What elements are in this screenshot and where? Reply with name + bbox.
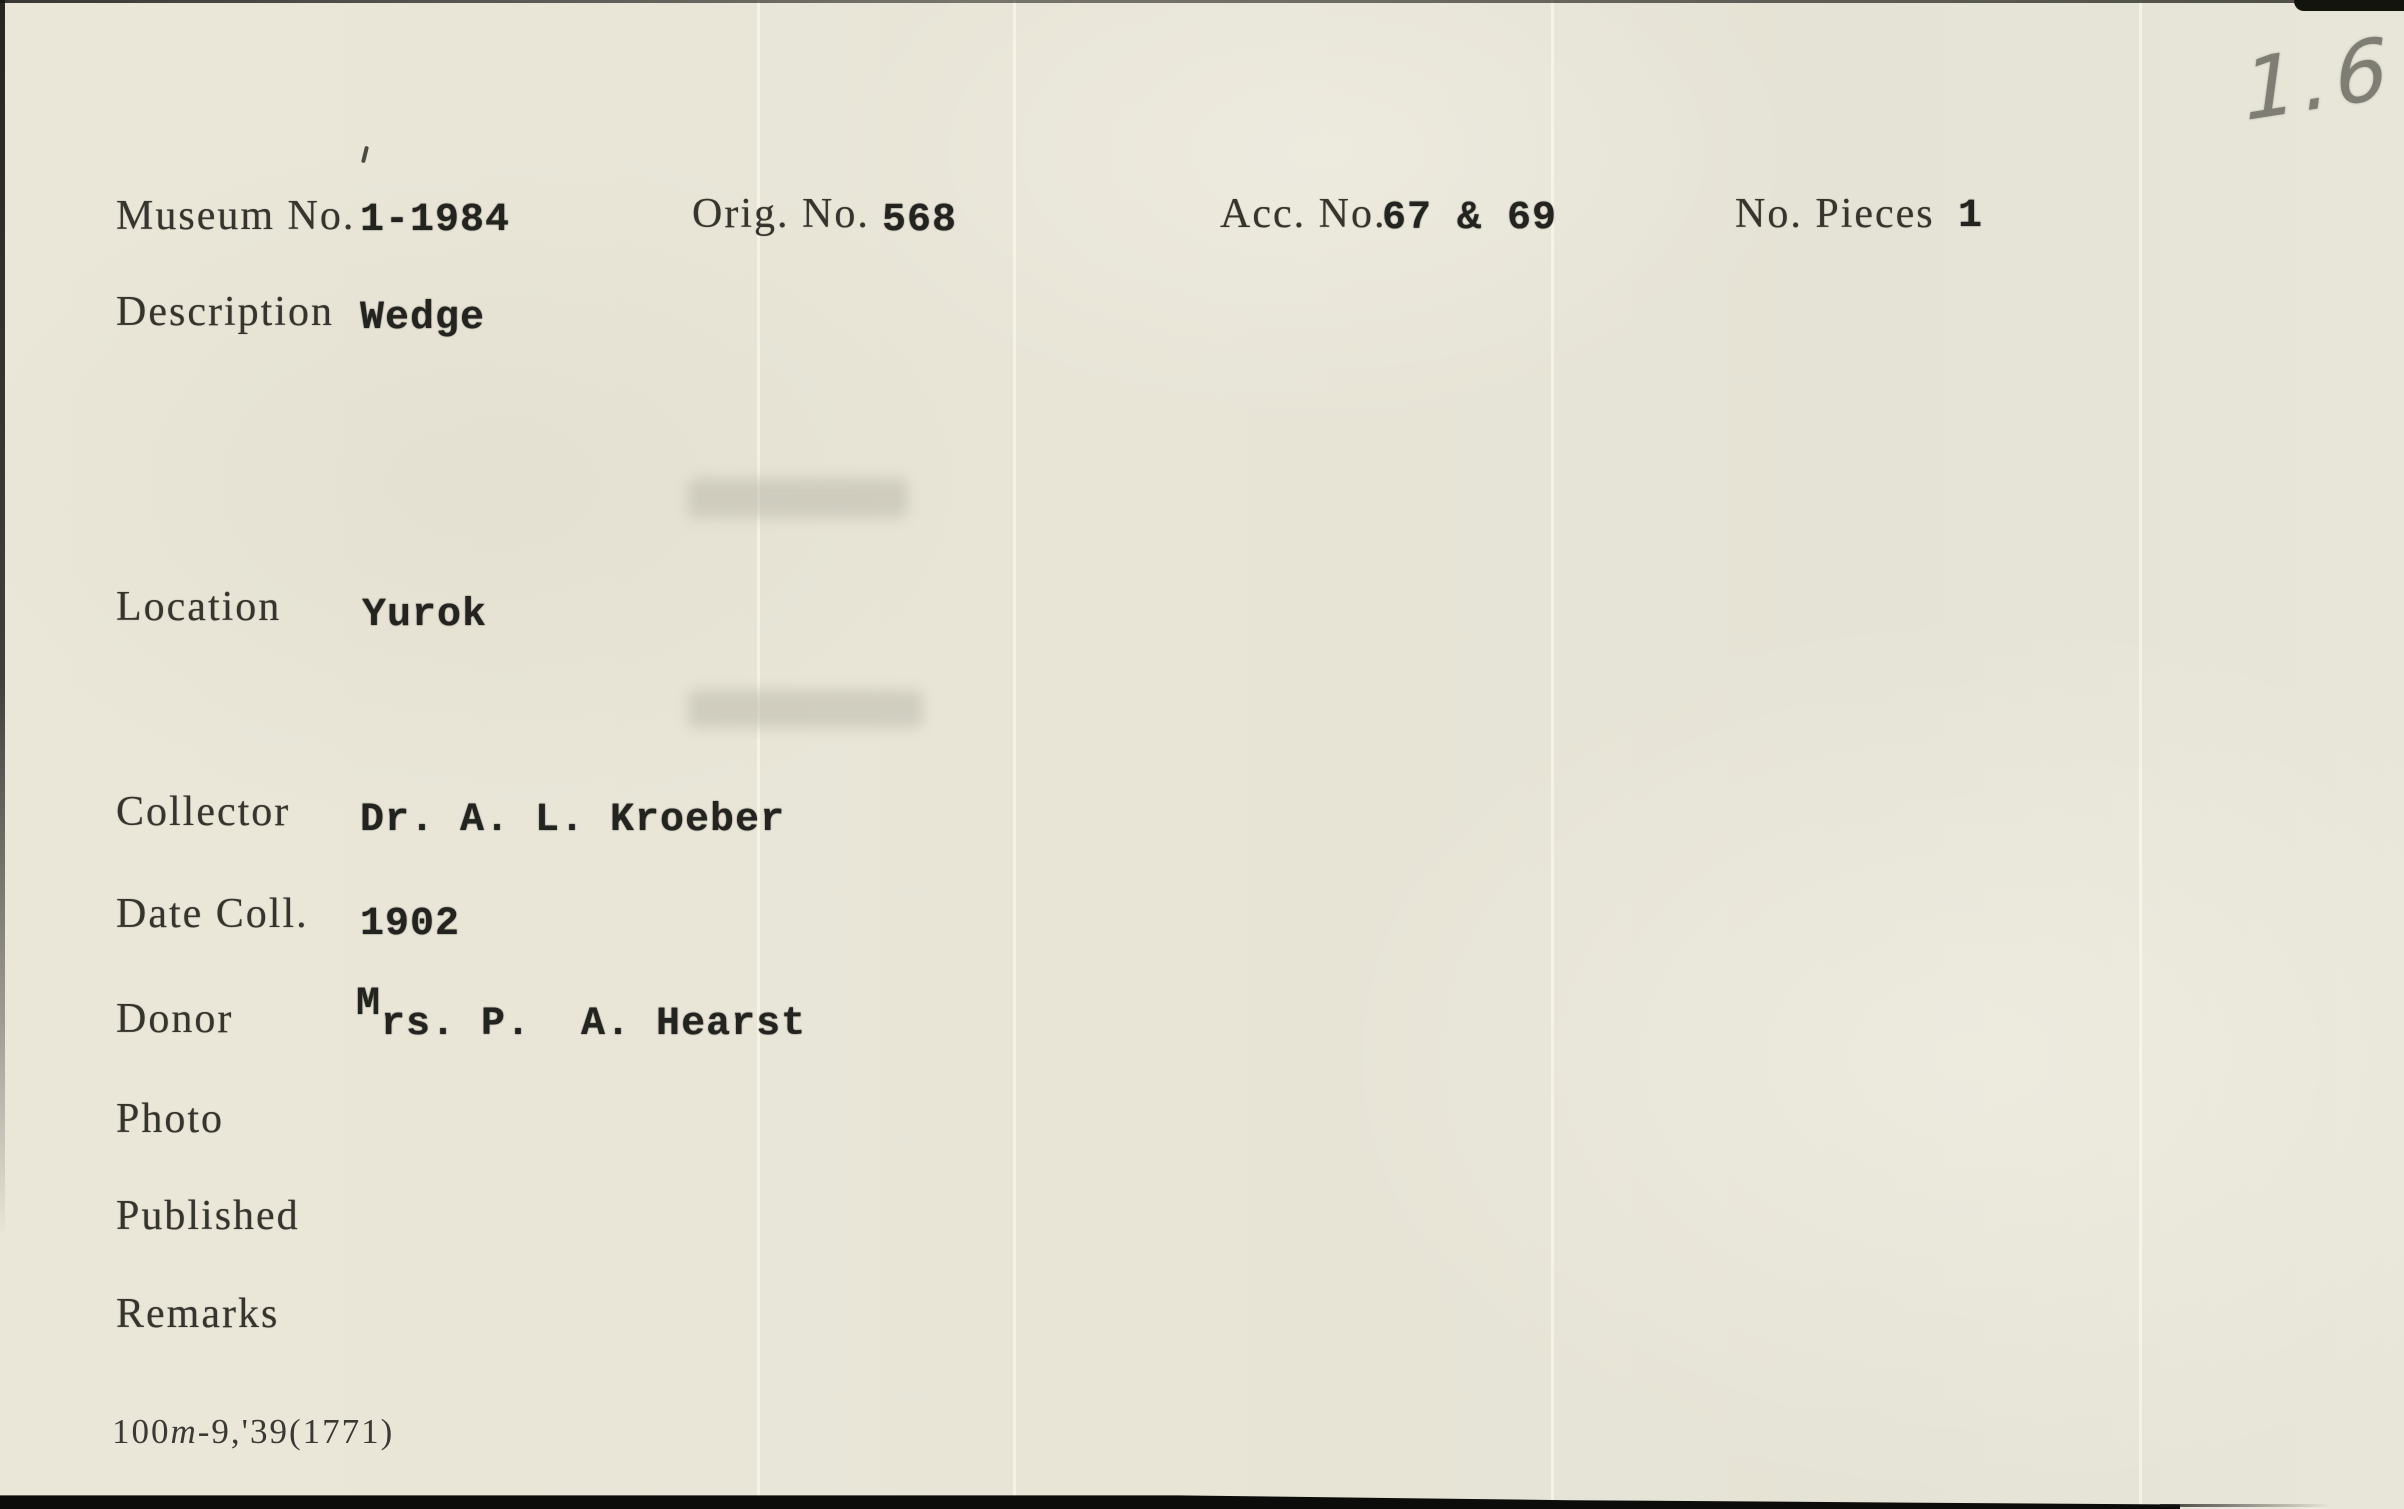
museum-no-label: Museum No. xyxy=(116,193,356,239)
no-pieces-value: 1 xyxy=(1958,194,1984,239)
form-number-suffix: -9,'39(1771) xyxy=(197,1412,395,1451)
acc-no-value: 67 & 69 xyxy=(1382,196,1558,241)
no-pieces-label: No. Pieces xyxy=(1735,191,1935,237)
date-coll-label: Date Coll. xyxy=(116,891,309,937)
scan-edge-bottom-tail xyxy=(2160,1504,2330,1507)
scan-edge-top-right xyxy=(2294,0,2404,11)
donor-value-initial: M xyxy=(356,982,382,1027)
scan-streak xyxy=(2139,0,2142,1509)
donor-value xyxy=(356,982,807,1047)
museum-no-value: 1-1984 xyxy=(360,198,511,243)
collector-label: Collector xyxy=(116,789,291,835)
date-coll-value: 1902 xyxy=(360,902,461,947)
form-number xyxy=(112,1412,394,1452)
form-number-prefix: 100 xyxy=(112,1412,171,1451)
location-label: Location xyxy=(116,584,282,630)
location-value: Yurok xyxy=(362,593,488,638)
handwritten-number: 1.6 xyxy=(2241,17,2397,141)
orig-no-value: 568 xyxy=(882,198,958,243)
orig-no-label: Orig. No. xyxy=(692,191,870,237)
collector-value: Dr. A. L. Kroeber xyxy=(360,798,786,843)
scan-edge-top xyxy=(0,0,2404,3)
scan-streak xyxy=(1013,0,1016,1509)
donor-label: Donor xyxy=(116,996,234,1042)
scan-edge-left xyxy=(0,0,5,1509)
remarks-label: Remarks xyxy=(116,1291,280,1337)
bleed-through-smudge xyxy=(688,690,923,728)
published-label: Published xyxy=(116,1193,300,1239)
description-label: Description xyxy=(116,289,334,335)
form-number-italic: m xyxy=(170,1412,198,1451)
photo-label: Photo xyxy=(116,1096,225,1142)
acc-no-label: Acc. No. xyxy=(1220,191,1387,237)
scan-edge-bottom xyxy=(0,1493,2180,1509)
donor-value-rest: rs. P. A. Hearst xyxy=(381,1002,807,1047)
stray-mark xyxy=(361,146,369,163)
description-value: Wedge xyxy=(360,296,486,341)
bleed-through-smudge xyxy=(688,478,908,518)
